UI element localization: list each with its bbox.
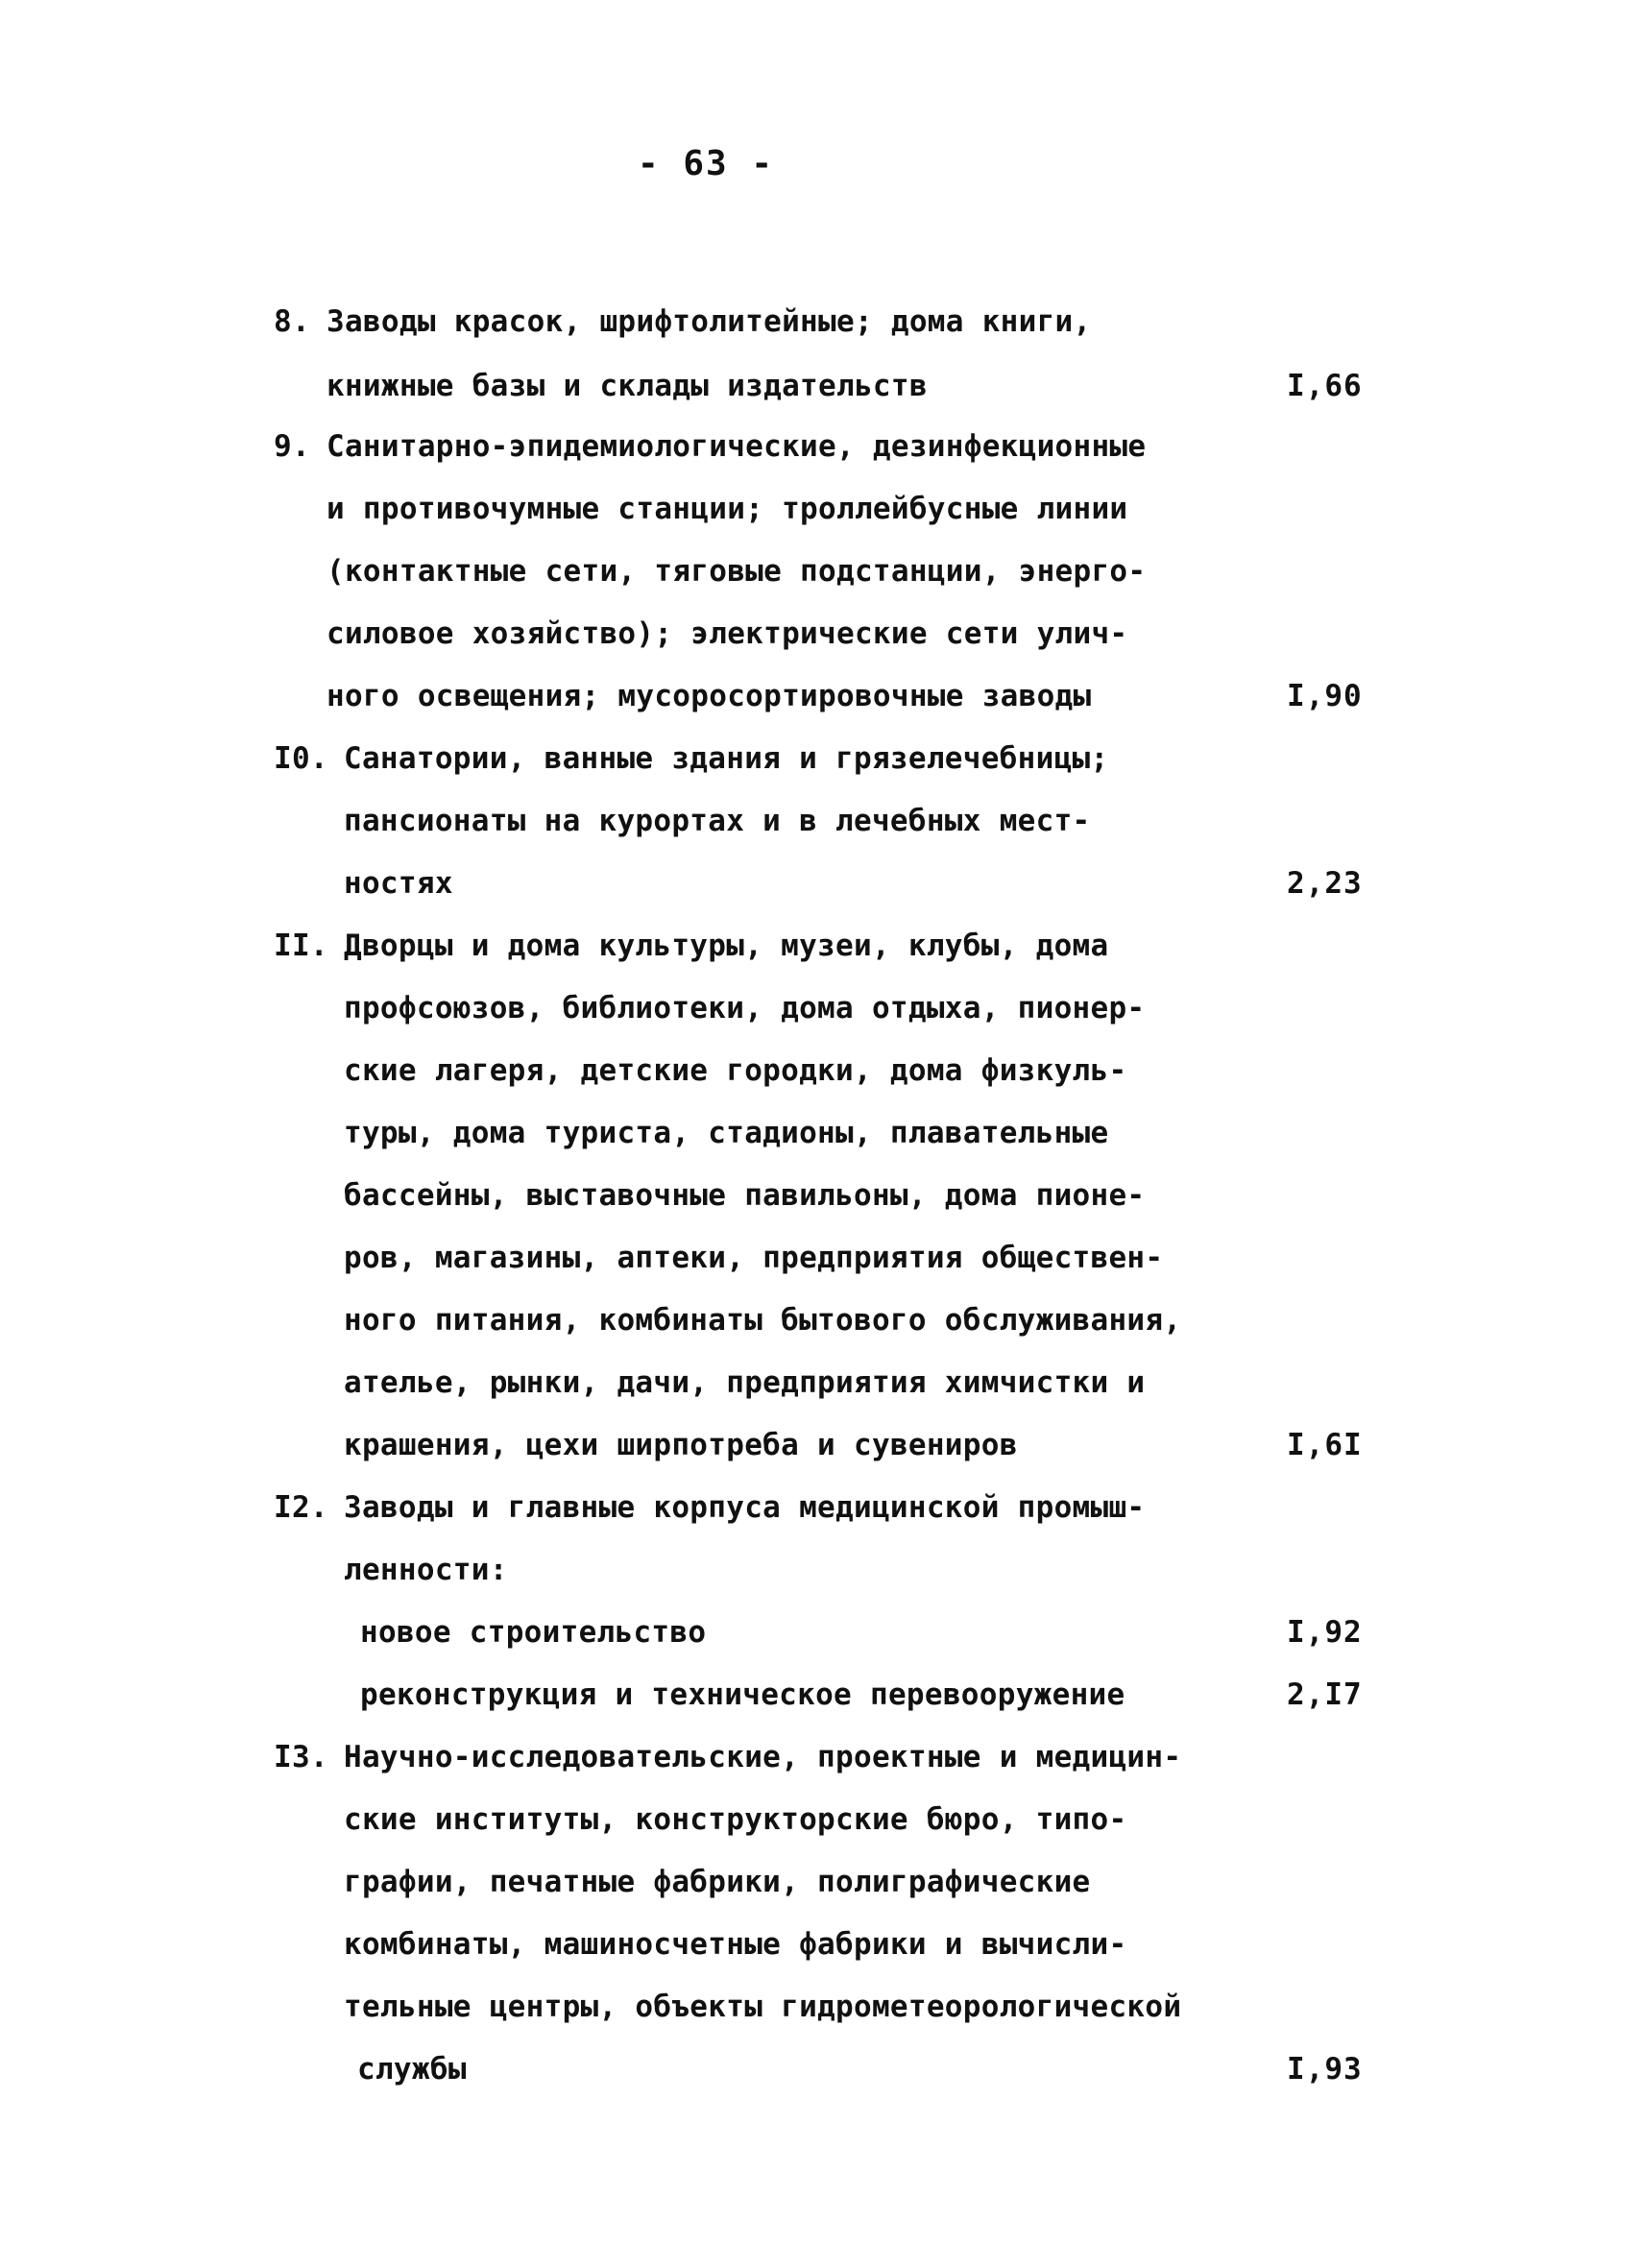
item-number: II. <box>274 929 328 963</box>
item-value: I,93 <box>1287 2052 1363 2087</box>
sub-item-label: реконструкция и техническое перевооружение <box>360 1677 1125 1712</box>
item-number: I0. <box>274 741 328 776</box>
item-text-line: тельные центры, объекты гидрометеорологической <box>344 1990 1182 2024</box>
page-number: - 63 - <box>637 144 775 183</box>
item-number: I2. <box>274 1490 328 1525</box>
item-text-line: профсоюзов, библиотеки, дома отдыха, пионер- <box>344 991 1146 1025</box>
item-text-line: бассейны, выставочные павильоны, дома пионе- <box>344 1178 1146 1213</box>
item-text-line: книжные базы и склады издательств <box>327 369 928 403</box>
item-text-line: ного питания, комбинаты бытового обслуживания, <box>344 1303 1182 1338</box>
item-text-line: службы <box>357 2052 467 2087</box>
item-text-line: Научно-исследовательские, проектные и медицин- <box>344 1740 1182 1774</box>
item-text-line: ностях <box>344 866 453 901</box>
item-number: 8. <box>274 304 310 339</box>
item-text-line: ские институты, конструкторские бюро, типо- <box>344 1802 1127 1837</box>
item-text-line: графии, печатные фабрики, полиграфические <box>344 1865 1091 1899</box>
sub-item-label: новое строительство <box>360 1615 707 1650</box>
item-text-line: ленности: <box>344 1553 508 1587</box>
item-text-line: ателье, рынки, дачи, предприятия химчистки и <box>344 1365 1146 1400</box>
item-number: 9. <box>274 429 310 464</box>
item-value: I,6I <box>1287 1428 1363 1462</box>
item-text-line: крашения, цехи ширпотреба и сувениров <box>344 1428 1018 1462</box>
item-value: 2,23 <box>1287 866 1363 901</box>
sub-item-value: I,92 <box>1287 1615 1363 1650</box>
item-text-line: Дворцы и дома культуры, музеи, клубы, дома <box>344 929 1109 963</box>
item-value: I,90 <box>1287 679 1363 713</box>
item-number: I3. <box>274 1740 328 1774</box>
item-text-line: пансионаты на курортах и в лечебных мест- <box>344 804 1091 838</box>
sub-item-value: 2,I7 <box>1287 1677 1363 1712</box>
item-text-line: комбинаты, машиносчетные фабрики и вычисли- <box>344 1927 1127 1962</box>
item-text-line: и противочумные станции; троллейбусные линии <box>327 492 1128 526</box>
item-text-line: (контактные сети, тяговые подстанции, энерго- <box>327 554 1147 589</box>
item-text-line: силовое хозяйство); электрические сети улич- <box>327 616 1128 651</box>
item-text-line: ские лагеря, детские городки, дома физкуль- <box>344 1053 1127 1088</box>
item-text-line: ного освещения; мусоросортировочные заводы <box>327 679 1092 713</box>
item-text-line: туры, дома туриста, стадионы, плавательные <box>344 1116 1109 1150</box>
item-text-line: Санатории, ванные здания и грязелечебницы; <box>344 741 1109 776</box>
item-text-line: ров, магазины, аптеки, предприятия обществен- <box>344 1241 1164 1275</box>
item-text-line: Заводы и главные корпуса медицинской промыш- <box>344 1490 1146 1525</box>
item-text-line: Санитарно-эпидемиологические, дезинфекционные <box>327 429 1147 464</box>
item-text-line: Заводы красок, шрифтолитейные; дома книги, <box>327 304 1092 339</box>
item-value: I,66 <box>1287 369 1363 403</box>
